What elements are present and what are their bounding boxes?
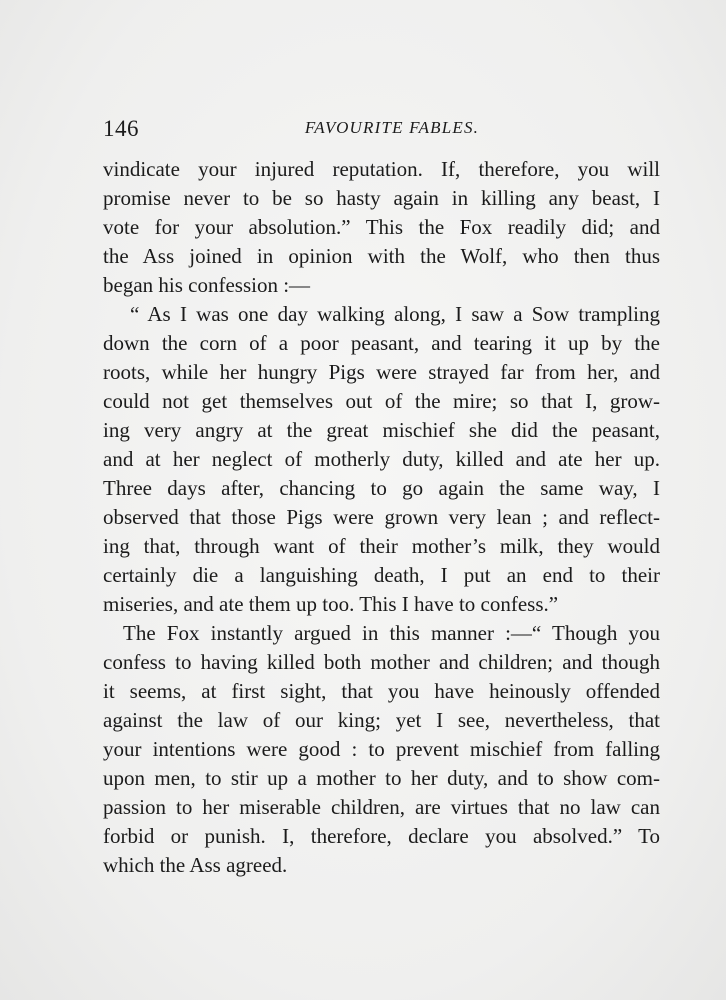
text-line: and at her neglect of motherly duty, killed and ate her up. xyxy=(103,447,660,471)
text-line: ing that, through want of their mother’s milk, they would xyxy=(103,534,660,558)
text-line: began his confession :— xyxy=(103,273,311,297)
text-line: down the corn of a poor peasant, and tearing it up by the xyxy=(103,331,660,355)
text-line: ing very angry at the great mischief she did the peasant, xyxy=(103,418,660,442)
text-line: promise never to be so hasty again in killing any beast, I xyxy=(103,186,660,210)
text-line: The Fox instantly argued in this manner :—“ Though you xyxy=(123,621,660,645)
text-line: could not get themselves out of the mire; so that I, grow- xyxy=(103,389,660,413)
text-line: upon men, to stir up a mother to her duty, and to show com- xyxy=(103,766,660,790)
text-line: which the Ass agreed. xyxy=(103,853,288,877)
page-number: 146 xyxy=(103,116,139,141)
text-line: vote for your absolution.” This the Fox readily did; and xyxy=(103,215,660,239)
text-line: Three days after, chancing to go again the same way, I xyxy=(103,476,660,500)
body-text xyxy=(103,155,660,880)
text-line: “ As I was one day walking along, I saw a Sow trampling xyxy=(130,302,660,326)
text-line: it seems, at first sight, that you have heinously offended xyxy=(103,679,660,703)
text-line: observed that those Pigs were grown very lean ; and reflect- xyxy=(103,505,660,529)
text-line: forbid or punish. I, therefore, declare you absolved.” To xyxy=(103,824,660,848)
text-line: passion to her miserable children, are virtues that no law can xyxy=(103,795,660,819)
text-line: vindicate your injured reputation. If, therefore, you will xyxy=(103,157,660,181)
text-line: against the law of our king; yet I see, nevertheless, that xyxy=(103,708,660,732)
text-line: the Ass joined in opinion with the Wolf, who then thus xyxy=(103,244,660,268)
text-line: your intentions were good : to prevent mischief from falling xyxy=(103,737,660,761)
running-title: FAVOURITE FABLES. xyxy=(304,118,480,137)
page-header xyxy=(103,116,663,144)
text-line: roots, while her hungry Pigs were strayed far from her, and xyxy=(103,360,660,384)
text-line: miseries, and ate them up too. This I have to confess.” xyxy=(103,592,559,616)
text-line: certainly die a languishing death, I put an end to their xyxy=(103,563,660,587)
text-line: confess to having killed both mother and children; and though xyxy=(103,650,660,674)
